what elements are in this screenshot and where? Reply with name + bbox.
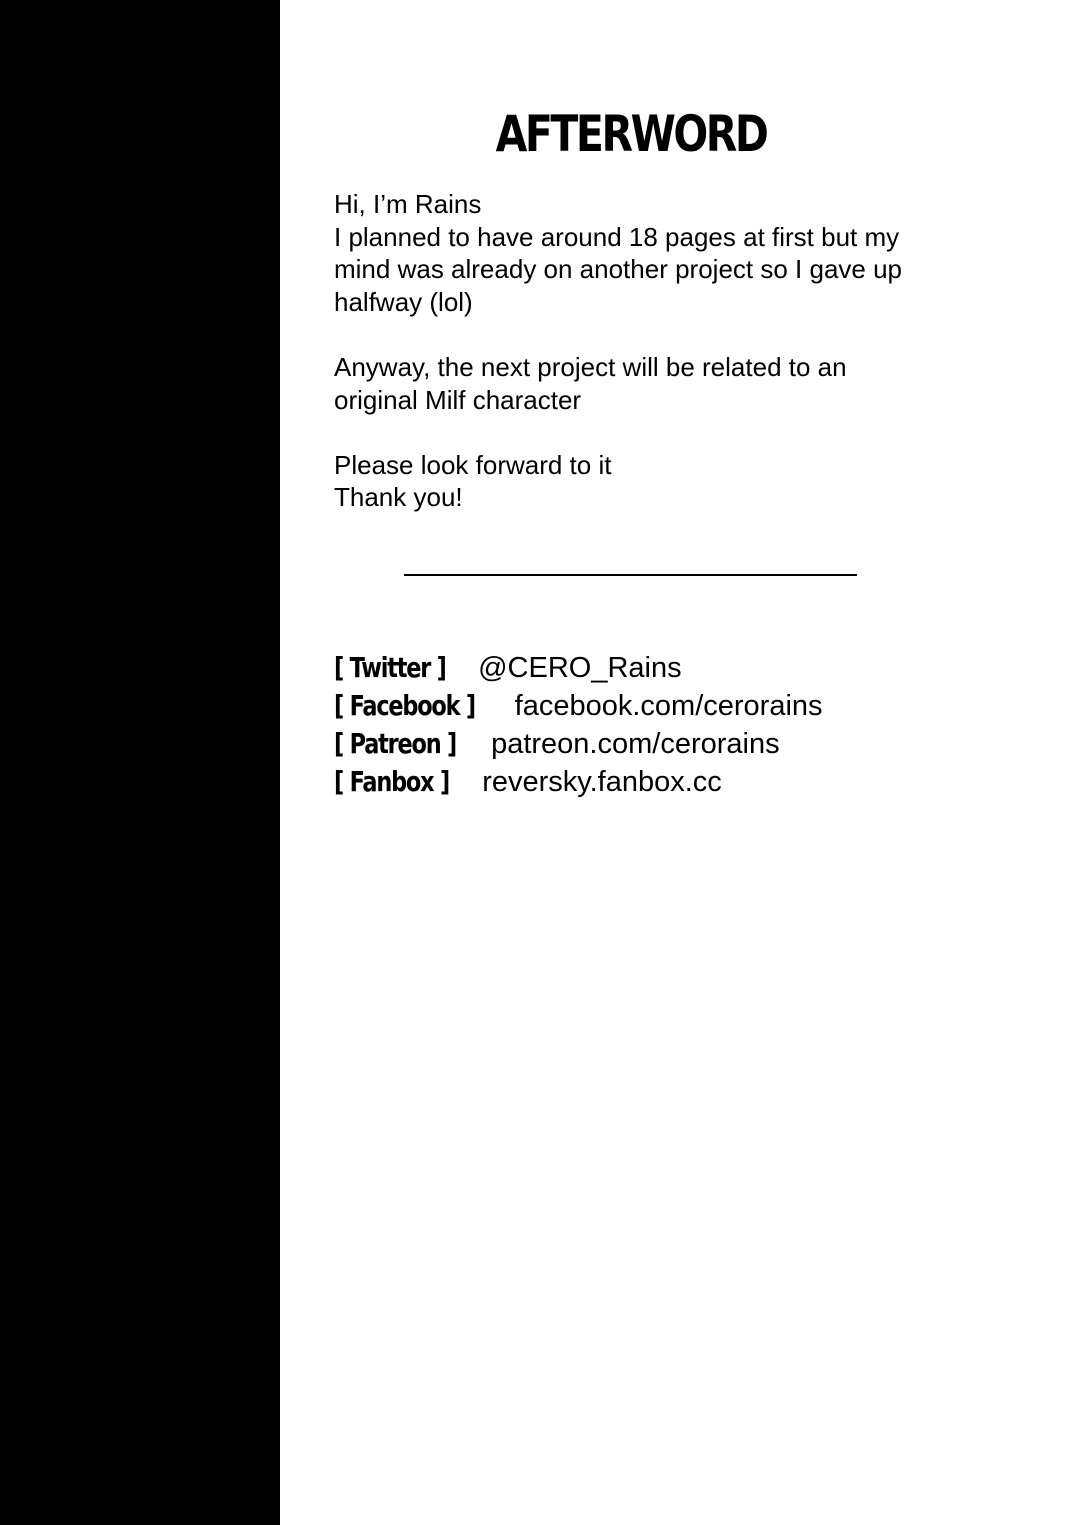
text-line: I planned to have around 18 pages at first but my [334,221,900,252]
paragraph-next-project [334,351,944,416]
text-line: mind was already on another project so I gave up [334,254,903,285]
facebook-label: [ Facebook ] [334,689,475,722]
patreon-link-row [334,725,954,763]
text-line: halfway (lol) [334,286,473,317]
text-line: Hi, I’m Rains [334,189,482,219]
twitter-handle: @CERO_Rains [478,652,682,684]
text-line: Thank you! [334,482,463,513]
twitter-link-row [334,649,954,687]
black-side-strip [0,0,280,1525]
page-content [334,0,954,1525]
facebook-url: facebook.com/cerorains [514,690,823,722]
twitter-label: [ Twitter ] [334,651,446,684]
paragraph-intro [334,188,944,318]
text-line: original Milf character [334,384,582,415]
facebook-link-row [334,687,954,725]
fanbox-url: reversky.fanbox.cc [482,766,722,798]
patreon-url: patreon.com/cerorains [491,728,780,760]
text-line: Anyway, the next project will be related to an [334,351,847,382]
divider-line [404,574,857,576]
fanbox-link-row [334,763,954,801]
fanbox-label: [ Fanbox ] [334,765,449,798]
patreon-label: [ Patreon ] [334,727,457,760]
paragraph-closing [334,449,944,514]
page-title: AFTERWORD [495,105,767,163]
text-line: Please look forward to it [334,449,612,480]
social-links [334,649,954,801]
afterword-body [334,188,944,547]
